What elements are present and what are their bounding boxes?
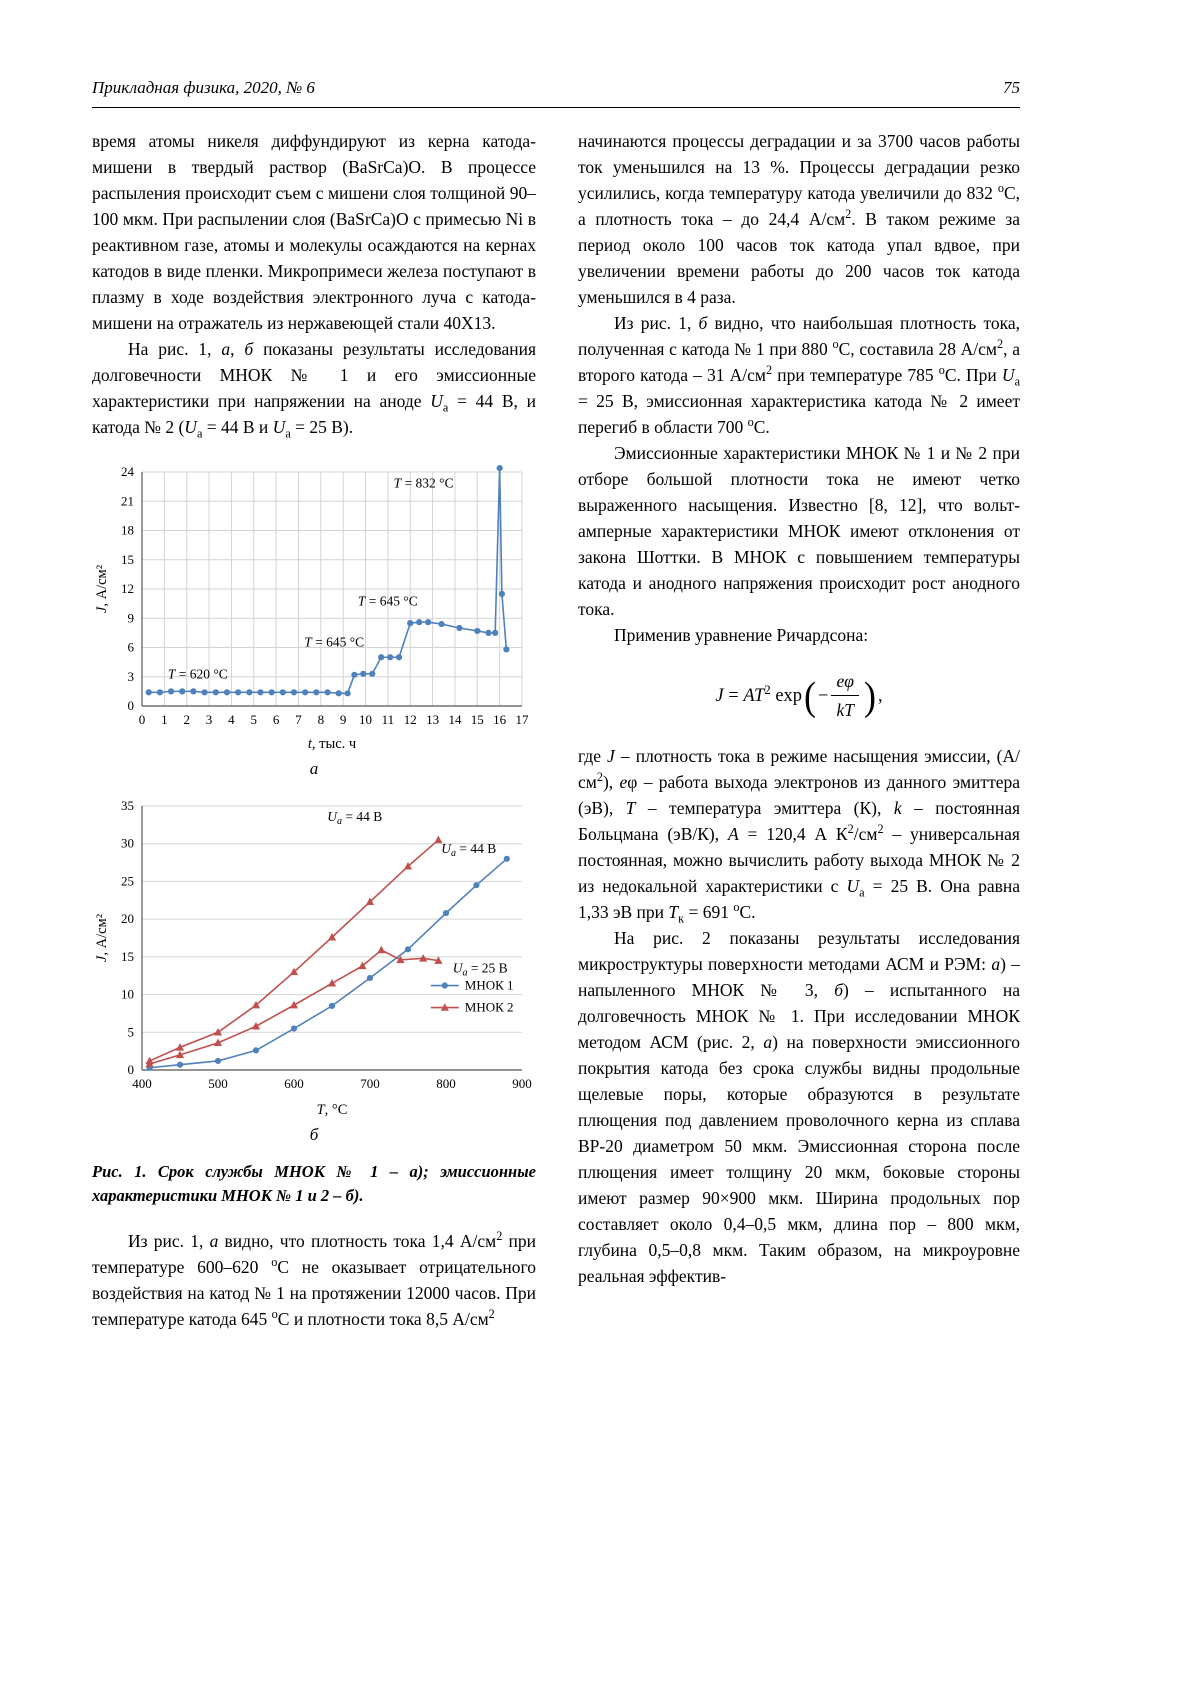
svg-text:T = 832 °С: T = 832 °С: [393, 475, 454, 491]
svg-text:25: 25: [121, 873, 134, 889]
svg-text:T = 645 °С: T = 645 °С: [304, 634, 365, 650]
svg-text:16: 16: [493, 712, 507, 727]
figure-caption: Рис. 1. Срок службы МНОК № 1 – а); эмиссионные характеристики МНОК № 1 и 2 – б).: [92, 1162, 536, 1205]
svg-text:Uа = 44 В: $U_а = 44$ В: [441, 840, 497, 859]
svg-text:8: 8: [317, 712, 325, 727]
svg-text:800: 800: [436, 1076, 456, 1091]
figure-label-a: а: [309, 759, 319, 778]
formula-denominator: kT: [836, 700, 854, 720]
chart-lifetime-mnok1: [92, 456, 536, 756]
svg-text:2: 2: [183, 712, 190, 727]
svg-text:14: 14: [448, 712, 462, 727]
figure-1: [92, 456, 536, 1208]
svg-text:24: 24: [121, 464, 134, 479]
svg-text:500: 500: [208, 1076, 228, 1091]
svg-text:J, А/см²: J, А/см²: [94, 564, 110, 614]
svg-text:15: 15: [470, 712, 484, 727]
formula-close-paren: ): [863, 673, 876, 718]
svg-text:900: 900: [512, 1076, 532, 1091]
svg-text:10: 10: [121, 986, 134, 1002]
svg-text:3: 3: [127, 668, 134, 684]
svg-text:9: 9: [127, 610, 134, 626]
svg-text:T = 645 °С: T = 645 °С: [357, 593, 418, 609]
svg-text:T = 620 °С: T = 620 °С: [167, 666, 228, 682]
svg-text:J, А/см²: J, А/см²: [94, 913, 110, 963]
svg-text:600: 600: [284, 1076, 304, 1091]
svg-text:400: 400: [132, 1076, 152, 1091]
svg-text:5: 5: [250, 712, 258, 727]
paragraph: время атомы никеля диффундируют из керна катода-мишени в твердый раствор (BaSrCa)O. В процессе распыления происходит съем с мишени слоя толщиной 90–100 мкм. При распылении слоя (BaSrCa)O с примесью Ni в реактивном газе, атомы и молекулы осаждаются на кернах катодов в виде пленки. Микропримеси железа поступают в плазму в ходе воздействия электронного луча с катода-мишени на отражатель из нержавеющей стали 40X13.: [92, 131, 536, 333]
svg-text:0: 0: [138, 712, 146, 727]
svg-text:T, °С: T, °С: [316, 1102, 348, 1118]
formula-open-paren: (: [804, 673, 817, 718]
paragraph: Из рис. 1, а видно, что плотность тока 1,4 $А/см^2$ при температуре 600–620 $^о$С не оказывает отрицательного воздействия на катод № 1 на протяжении 12000 часов. При температуре катода 645 $^о$С и плотности тока 8,5 $А/см^2$: [92, 1229, 537, 1329]
svg-text:1: 1: [161, 712, 168, 727]
right-column: [578, 128, 1020, 1332]
svg-text:21: 21: [121, 493, 134, 509]
formula-minus: −: [818, 685, 829, 706]
paragraph: где J – плотность тока в режиме насыщения эмиссии, $(А/см^2)$, eφ – работа выхода электронов из данного эмиттера (эВ), T – температура эмиттера (К), k – постоянная Больцмана (эВ/К), A = 120,4 А $К^2/см^2$ – универсальная постоянная, можно вычислить работу выхода МНОК № 2 из недокальной характеристики с $U_а = 25$ В. Она равна 1,33 эВ при $T_к = 691$ $^о$С.: [578, 746, 1021, 926]
svg-text:3: 3: [205, 712, 213, 727]
paragraph: Применив уравнение Ричардсона:: [614, 625, 869, 645]
page-header: [92, 78, 1020, 108]
svg-text:5: 5: [127, 1024, 134, 1040]
svg-text:МНОК 1: МНОК 1: [464, 977, 514, 993]
svg-text:0: 0: [127, 1062, 134, 1077]
formula-lhs: $J = AT^2$ exp: [715, 681, 803, 706]
page-number: 75: [1003, 78, 1020, 97]
formula-comma: ,: [877, 685, 883, 706]
svg-text:9: 9: [339, 712, 347, 727]
svg-text:t, тыс. ч: t, тыс. ч: [307, 736, 357, 752]
richardson-equation: [578, 668, 1020, 723]
paragraph: Эмиссионные характеристики МНОК № 1 и № 2 при отборе большой плотности тока не имеют четко выраженного насыщения. Известно [8, 12], что вольт-амперные характеристики МНОК имеют отклонения от закона Шоттки. В МНОК с повышением температуры катода и анодного напряжения происходит рост анодного тока.: [578, 443, 1020, 619]
chart-emission-characteristics: [92, 792, 536, 1122]
svg-text:Uа = 44 В: $U_а = 44$ В: [327, 809, 383, 828]
svg-text:6: 6: [272, 712, 280, 727]
left-column: [92, 128, 536, 1332]
svg-text:МНОК 2: МНОК 2: [464, 999, 514, 1015]
paragraph: На рис. 1, а, б показаны результаты исследования долговечности МНОК № 1 и его эмиссионные характеристики при напряжении на аноде $U_а = 44$ В, и катода № 2 ($U_а = 44$ В и $U_а = 25$ В).: [92, 339, 537, 441]
svg-text:700: 700: [360, 1076, 380, 1091]
svg-text:35: 35: [121, 798, 134, 813]
journal-title: Прикладная физика, 2020, № 6: [92, 78, 315, 97]
svg-text:13: 13: [426, 712, 440, 727]
paragraph: Из рис. 1, б видно, что наибольшая плотность тока, полученная с катода № 1 при 880 $^о$С, составила 28 $А/см^2$, а второго катода – 31 $А/см^2$ при температуре 785 $^о$С. При $U_а = 25$ В, эмиссионная характеристика катода № 2 имеет перегиб в области 700 $^о$С.: [578, 313, 1020, 437]
svg-text:11: 11: [381, 712, 395, 727]
formula-fraction: [831, 668, 858, 723]
svg-text:12: 12: [403, 712, 417, 727]
svg-text:10: 10: [359, 712, 373, 727]
paragraph: На рис. 2 показаны результаты исследования микроструктуры поверхности методами АСМ и РЭМ: а) – напыленного МНОК № 3, б) – испытанного на долговечность МНОК № 1. При исследовании МНОК методом АСМ (рис. 2, а) на поверхности эмиссионного покрытия катода без срока службы видны продольные щелевые поры, которые образуются в результате плющения под давлением проволочного керна из сплава ВР-20 диаметром 50 мкм. Эмиссионная сторона после плющения имеет толщину 20 мкм, боковые стороны имеют размер 90×900 мкм. Ширина продольных пор составляет около 0,4–0,5 мкм, длина пор – 800 мкм, глубина 0,5–0,8 мкм. Таким образом, на микроуровне реальная эффектив-: [578, 928, 1021, 1286]
figure-label-b: б: [309, 1125, 319, 1144]
svg-text:12: 12: [121, 581, 134, 596]
svg-text:15: 15: [121, 551, 134, 567]
svg-text:17: 17: [515, 712, 529, 727]
svg-text:18: 18: [121, 522, 134, 538]
svg-text:30: 30: [121, 835, 134, 851]
formula-numerator: eφ: [831, 668, 858, 696]
svg-text:4: 4: [228, 712, 235, 727]
two-column-layout: [92, 128, 1020, 1332]
svg-text:0: 0: [127, 698, 134, 713]
paragraph: начинаются процессы деградации и за 3700 часов работы ток уменьшился на 13 %. Процессы деградации резко усилились, когда температуру катода увеличили до 832 $^о$С, а плотность тока – до 24,4 $А/см^2$. В таком режиме за период около 100 часов ток катода упал вдвое, при увеличении времени работы до 200 часов ток катода уменьшился в 4 раза.: [578, 131, 1020, 307]
svg-text:20: 20: [121, 911, 134, 927]
svg-text:6: 6: [127, 639, 134, 655]
svg-text:Uа = 25 В: $U_а = 25$ В: [452, 960, 508, 979]
svg-text:7: 7: [295, 712, 302, 727]
svg-text:15: 15: [121, 948, 134, 964]
